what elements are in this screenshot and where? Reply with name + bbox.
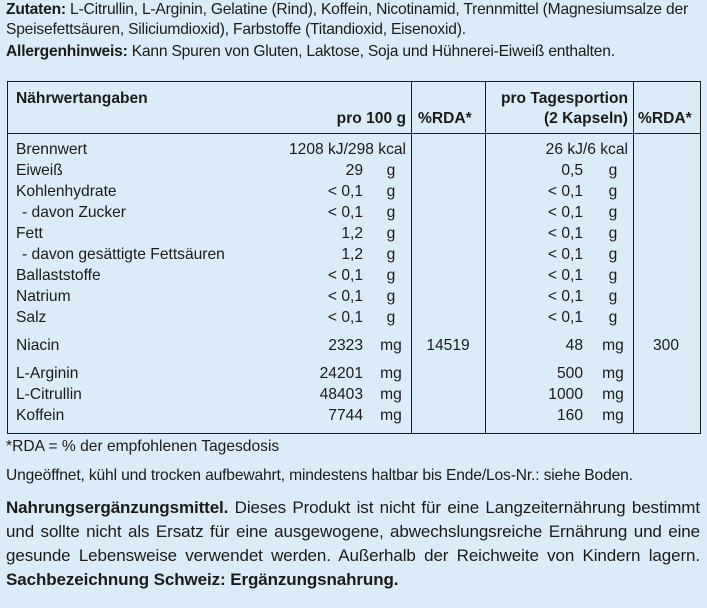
- rda-per-100g: 14519: [426, 337, 470, 354]
- value-per-100g: 2323: [328, 337, 363, 354]
- col-header-daily-line1: pro Tagesportion: [500, 90, 628, 107]
- rda-footnote: *RDA = % der empfohlenen Tagesdosis: [6, 438, 280, 455]
- unit-per-day: mg: [602, 407, 624, 424]
- col-header-rda-daily: %RDA*: [638, 110, 692, 127]
- unit-per-100g: g: [386, 225, 396, 242]
- nutrient-name: Salz: [16, 309, 47, 326]
- nutrition-table: [7, 81, 701, 434]
- value-per-day: 48: [565, 337, 583, 354]
- supplement-body: Dieses Produkt ist nicht für eine Langzeiternährung bestimmt und sollte nicht als Ersatz für eine ausgewogene, abwechslungsreiche Ernährung und eine gesunde Lebensweise verwendet werden. Außerhalb der Reichweite von Kindern lagern.: [6, 498, 700, 565]
- unit-per-100g: g: [386, 246, 396, 263]
- col-header-per-100g: pro 100 g: [336, 110, 406, 127]
- ingredients-label: Zutaten:: [6, 1, 66, 18]
- supplement-label: Nahrungsergänzungsmittel.: [6, 498, 229, 517]
- unit-per-100g: mg: [380, 407, 402, 424]
- nutrient-name: Ballaststoffe: [16, 267, 101, 284]
- table-header-divider: [8, 133, 700, 134]
- unit-per-100g: g: [386, 162, 396, 179]
- value-per-100g: < 0,1: [327, 204, 363, 221]
- unit-per-100g: mg: [380, 386, 402, 403]
- value-per-day: < 0,1: [547, 267, 583, 284]
- unit-per-day: g: [608, 309, 618, 326]
- value-per-day: < 0,1: [547, 309, 583, 326]
- value-per-100g: 7744: [328, 407, 363, 424]
- nutrient-name: L-Citrullin: [16, 386, 82, 403]
- value-per-day: < 0,1: [547, 225, 583, 242]
- value-per-100g: 1208 kJ/298 kcal: [288, 141, 406, 158]
- unit-per-day: g: [608, 246, 618, 263]
- value-per-day: 500: [556, 365, 583, 382]
- value-per-day: 26 kJ/6 kcal: [545, 141, 628, 158]
- storage-note: Ungeöffnet, kühl und trocken aufbewahrt, mindestens haltbar bis Ende/Los-Nr.: siehe Boden.: [6, 467, 633, 484]
- allergen-label: Allergenhinweis:: [6, 43, 128, 60]
- unit-per-100g: mg: [380, 337, 402, 354]
- nutrient-name: Eiweiß: [16, 162, 63, 179]
- col-header-rda: %RDA*: [418, 110, 472, 127]
- swiss-designation: Sachbezeichnung Schweiz: Ergänzungsnahrung.: [6, 570, 399, 589]
- value-per-100g: 24201: [319, 365, 363, 382]
- table-divider: [633, 82, 634, 433]
- unit-per-100g: g: [386, 183, 396, 200]
- unit-per-100g: mg: [380, 365, 402, 382]
- supplement-notice: [6, 496, 700, 592]
- value-per-100g: 29: [345, 162, 363, 179]
- unit-per-day: g: [608, 162, 618, 179]
- unit-per-100g: g: [386, 267, 396, 284]
- table-title: Nährwertangaben: [16, 90, 148, 107]
- nutrient-name: Kohlenhydrate: [16, 183, 117, 200]
- unit-per-100g: g: [386, 288, 396, 305]
- ingredients-body: L-Citrullin, L-Arginin, Gelatine (Rind), Koffein, Nicotinamid, Trennmittel (Magnesiumsalze der Speisefettsäuren, Siliciumdioxid), Farbstoffe (Titandioxid, Eisenoxid).: [6, 1, 688, 38]
- ingredients-text: [6, 0, 706, 40]
- value-per-100g: 1,2: [341, 225, 363, 242]
- unit-per-day: mg: [602, 337, 624, 354]
- rda-per-day: 300: [652, 337, 680, 354]
- value-per-100g: < 0,1: [327, 309, 363, 326]
- unit-per-day: g: [608, 267, 618, 284]
- nutrient-name: Natrium: [16, 288, 71, 305]
- value-per-day: < 0,1: [547, 246, 583, 263]
- value-per-100g: < 0,1: [327, 288, 363, 305]
- nutrient-name: Brennwert: [16, 141, 88, 158]
- allergen-body: Kann Spuren von Gluten, Laktose, Soja und Hühnerei-Eiweiß enthalten.: [127, 43, 615, 60]
- value-per-day: < 0,1: [547, 183, 583, 200]
- value-per-day: < 0,1: [547, 204, 583, 221]
- nutrient-name: Fett: [16, 225, 43, 242]
- value-per-100g: 1,2: [341, 246, 363, 263]
- unit-per-day: g: [608, 204, 618, 221]
- unit-per-day: g: [608, 288, 618, 305]
- value-per-day: 0,5: [561, 162, 583, 179]
- col-header-daily-line2: (2 Kapseln): [543, 110, 628, 127]
- unit-per-day: g: [608, 183, 618, 200]
- value-per-100g: < 0,1: [327, 183, 363, 200]
- allergen-text: [6, 42, 706, 62]
- nutrient-name: L-Arginin: [16, 365, 79, 382]
- unit-per-day: g: [608, 225, 618, 242]
- nutrient-name: Koffein: [16, 407, 65, 424]
- unit-per-100g: g: [386, 309, 396, 326]
- value-per-100g: < 0,1: [327, 267, 363, 284]
- table-divider: [411, 82, 412, 433]
- unit-per-100g: g: [386, 204, 396, 221]
- nutrient-name: - davon gesättigte Fettsäuren: [22, 246, 225, 263]
- unit-per-day: mg: [602, 365, 624, 382]
- nutrient-name: - davon Zucker: [22, 204, 127, 221]
- unit-per-day: mg: [602, 386, 624, 403]
- value-per-day: 1000: [548, 386, 583, 403]
- value-per-day: 160: [556, 407, 583, 424]
- value-per-100g: 48403: [319, 386, 363, 403]
- nutrient-name: Niacin: [16, 337, 60, 354]
- value-per-day: < 0,1: [547, 288, 583, 305]
